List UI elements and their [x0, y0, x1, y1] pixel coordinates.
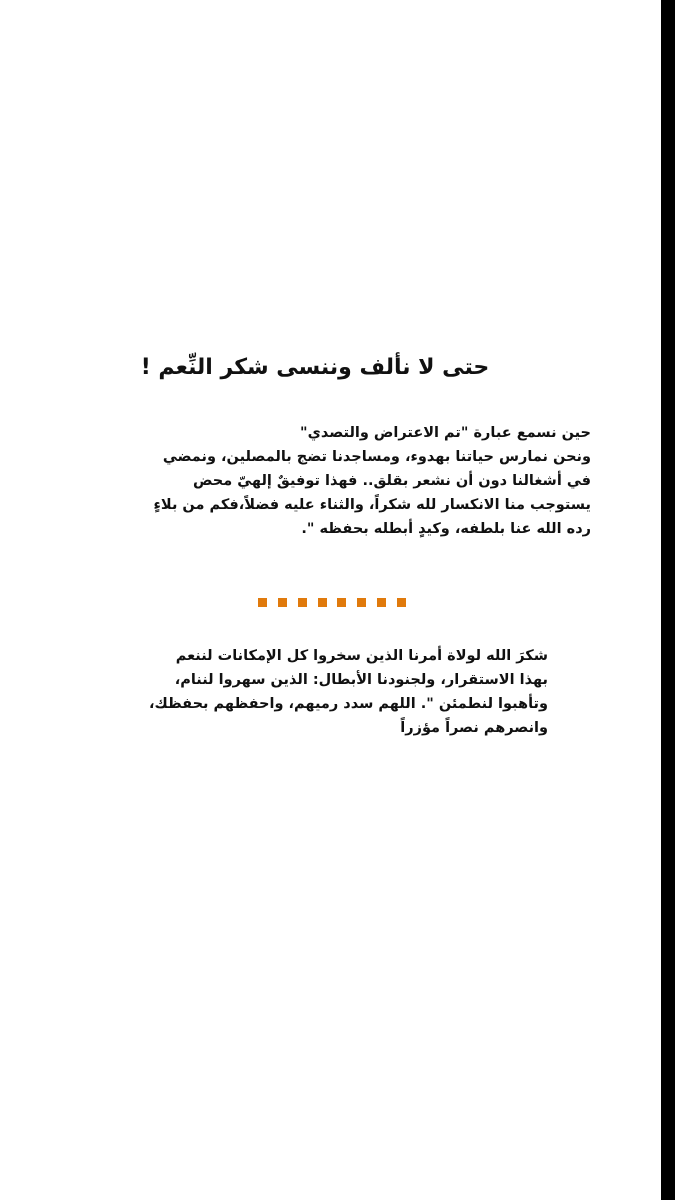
divider-square — [357, 598, 366, 607]
paragraph-line: في أشغالنا دون أن نشعر بقلق.. فهذا توفيقٌ إلهيّ محض — [192, 473, 591, 489]
paragraph-line: رده الله عنا بلطفه، وكيدٍ أبطله بحفظه ". — [301, 521, 591, 537]
paragraph-line: يستوجب منا الانكسار لله شكراً، والثناء عليه فضلاً،فكم من بلاءٍ — [153, 497, 591, 513]
section-divider — [258, 598, 406, 607]
divider-square — [377, 598, 386, 607]
paragraph-thanks — [48, 644, 548, 740]
paragraph-line: بهذا الاستقرار، ولجنودنا الأبطال: الذين سهروا لننام، — [174, 672, 548, 688]
paragraph-line: وانصرهم نصراً مؤزراً — [400, 720, 548, 736]
paragraph-line: وتأهبوا لنطمئن ". اللهم سدد رميهم، واحفظهم بحفظك، — [149, 696, 548, 712]
divider-square — [318, 598, 327, 607]
paragraph-intro — [51, 421, 591, 541]
paragraph-line: شكرَ الله لولاة أمرنا الذين سخروا كل الإمكانات لننعم — [175, 648, 548, 664]
divider-square — [337, 598, 346, 607]
divider-square — [298, 598, 307, 607]
divider-square — [258, 598, 267, 607]
paragraph-line: ونحن نمارس حياتنا بهدوء، ومساجدنا تضج بالمصلين، ونمضي — [162, 449, 591, 465]
divider-square — [397, 598, 406, 607]
divider-square — [278, 598, 287, 607]
screen-edge-bar — [661, 0, 675, 1200]
page-title: حتى لا نألف وننسى شكر النِّعم ! — [140, 355, 490, 380]
paragraph-line: حين نسمع عبارة "تم الاعتراض والتصدي" — [300, 425, 591, 441]
